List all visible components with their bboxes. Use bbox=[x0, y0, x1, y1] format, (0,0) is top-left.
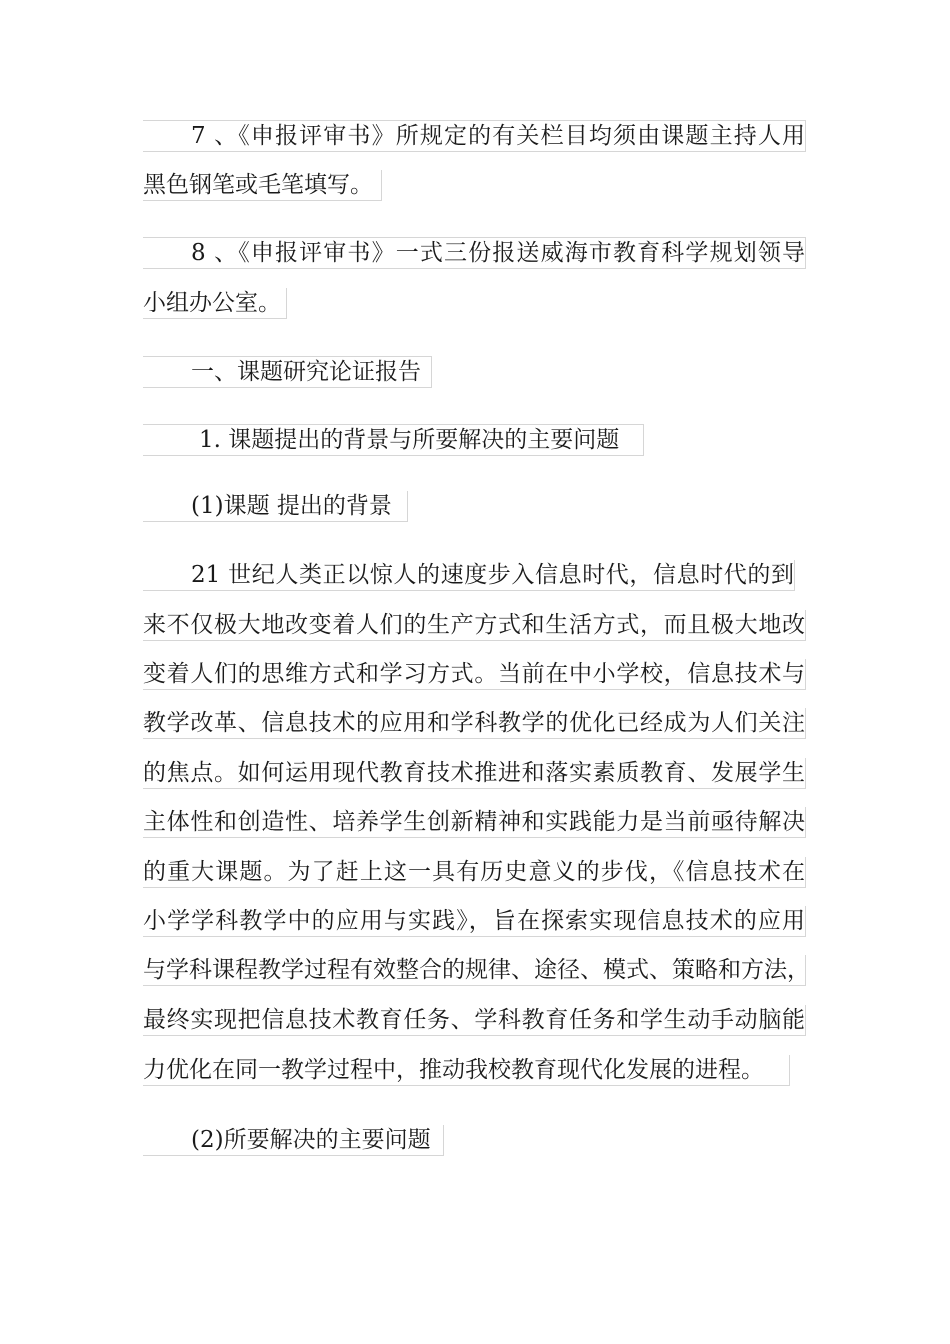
subheading-main-problems: (2)所要解决的主要问题 bbox=[143, 1125, 444, 1156]
paragraph-line: 小学学科教学中的应用与实践》，旨在探索实现信息技术的应用 bbox=[143, 906, 806, 937]
paragraph-line: 力优化在同一教学过程中，推动我校教育现代化发展的进程。 bbox=[143, 1055, 790, 1086]
paragraph-line: 的重大课题。为了赶上这一具有历史意义的步伐，《信息技术在 bbox=[143, 857, 806, 888]
item-7-line-2: 黑色钢笔或毛笔填写。 bbox=[143, 170, 382, 201]
subheading-background: (1)课题 提出的背景 bbox=[143, 491, 408, 522]
item-7-line-1: 7 、《申报评审书》所规定的有关栏目均须由课题主持人用 bbox=[143, 120, 806, 152]
paragraph-line: 与学科课程教学过程有效整合的规律、途径、模式、策略和方法， bbox=[143, 955, 806, 986]
item-8-line-1: 8 、《申报评审书》一式三份报送威海市教育科学规划领导 bbox=[143, 237, 806, 269]
paragraph-line: 主体性和创造性、培养学生创新精神和实践能力是当前亟待解决 bbox=[143, 807, 806, 838]
subheading-background-and-problems: 1. 课题提出的背景与所要解决的主要问题 bbox=[143, 424, 644, 456]
paragraph-line: 来不仅极大地改变着人们的生产方式和生活方式，而且极大地改 bbox=[143, 610, 806, 641]
item-8-line-2: 小组办公室。 bbox=[143, 288, 287, 319]
paragraph-line: 的焦点。如何运用现代教育技术推进和落实素质教育、发展学生 bbox=[143, 758, 806, 789]
paragraph-line: 变着人们的思维方式和学习方式。当前在中小学校，信息技术与 bbox=[143, 659, 806, 690]
paragraph-line: 教学改革、信息技术的应用和学科教学的优化已经成为人们关注 bbox=[143, 708, 806, 739]
paragraph-line: 最终实现把信息技术教育任务、学科教育任务和学生动手动脑能 bbox=[143, 1005, 806, 1036]
paragraph-line: 21 世纪人类正以惊人的速度步入信息时代，信息时代的到 bbox=[143, 560, 795, 591]
section-heading: 一、课题研究论证报告 bbox=[143, 356, 432, 388]
